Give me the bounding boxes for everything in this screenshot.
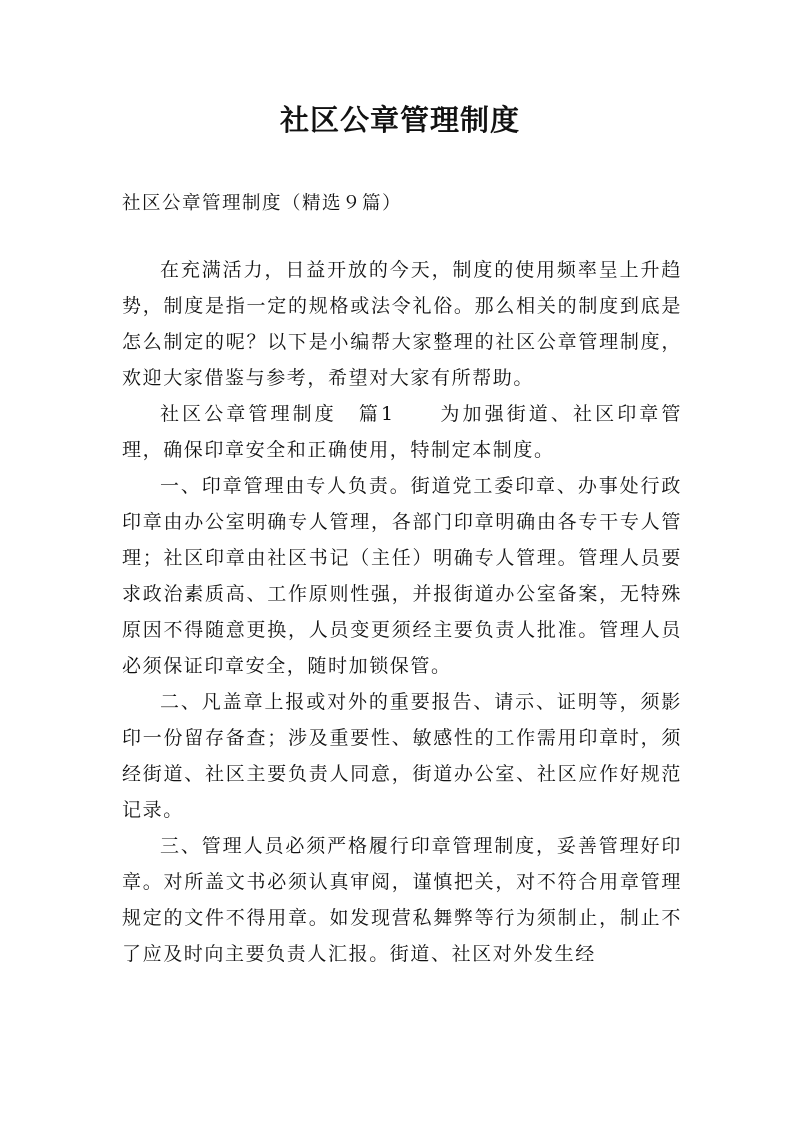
- paragraph-rule-2: 二、凡盖章上报或对外的重要报告、请示、证明等，须影印一份留存备查；涉及重要性、敏感性的工作需用印章时，须经街道、社区主要负责人同意，街道办公室、社区应作好规范记录。: [122, 691, 682, 821]
- document-body: [122, 252, 682, 972]
- document-subtitle: 社区公章管理制度（精选９篇）: [122, 193, 403, 214]
- paragraph-rule-3: 三、管理人员必须严格履行印章管理制度，妥善管理好印章。对所盖文书必须认真审阅，谨慎把关，对不符合用章管理规定的文件不得用章。如发现营私舞弊等行为须制止，制止不了应及时向主要负责人汇报。街道、社区对外发生经: [122, 835, 682, 965]
- document-title: 社区公章管理制度: [279, 103, 520, 137]
- paragraph-intro: 在充满活力，日益开放的今天，制度的使用频率呈上升趋势，制度是指一定的规格或法令礼俗。那么相关的制度到底是怎么制定的呢？以下是小编帮大家整理的社区公章管理制度，欢迎大家借鉴与参考，希望对大家有所帮助。: [122, 259, 682, 389]
- paragraph-rule-1: 一、印章管理由专人负责。街道党工委印章、办事处行政印章由办公室明确专人管理，各部门印章明确由各专干专人管理；社区印章由社区书记（主任）明确专人管理。管理人员要求政治素质高、工作原则性强，并报街道办公室备案，无特殊原因不得随意更换，人员变更须经主要负责人批准。管理人员必须保证印章安全，随时加锁保管。: [122, 475, 682, 677]
- paragraph-part-1: 社区公章管理制度 篇1 为加强街道、社区印章管理，确保印章安全和正确使用，特制定本制度。: [122, 403, 682, 461]
